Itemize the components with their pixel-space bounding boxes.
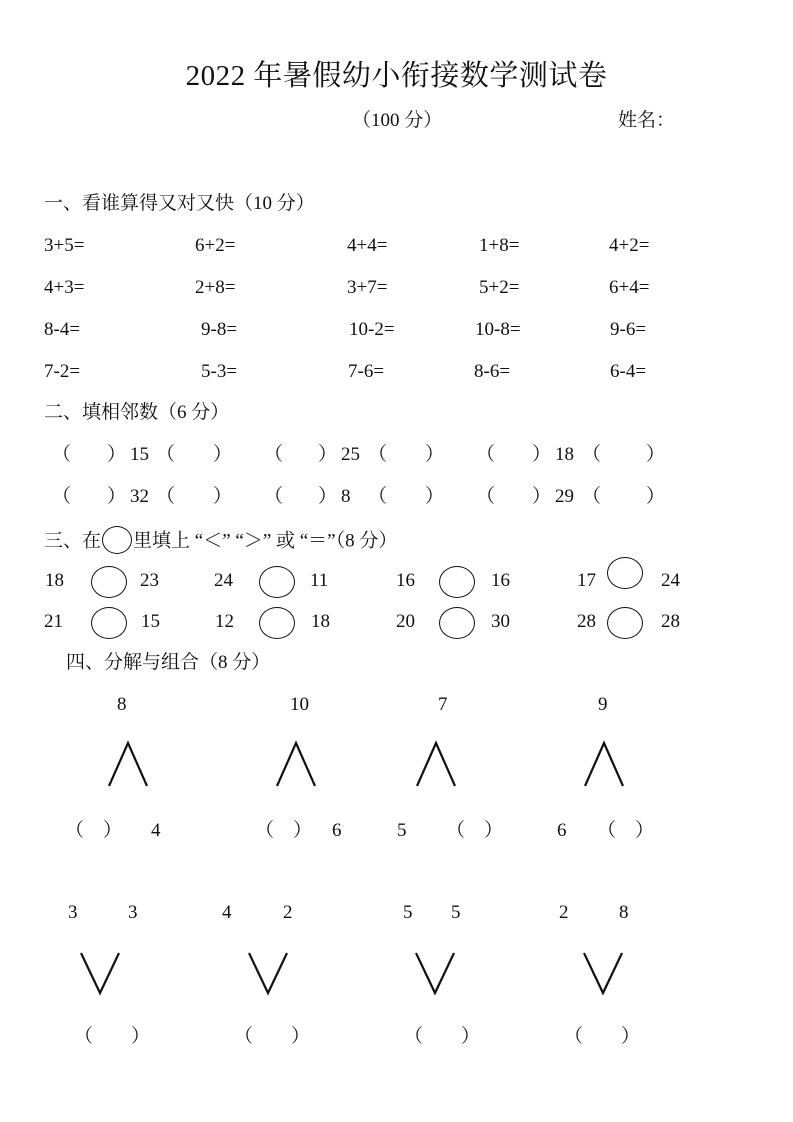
whole-number: 9	[598, 694, 608, 715]
merge-lines-icon	[415, 952, 455, 994]
problem: 5+2=	[479, 277, 520, 298]
given-number: 25	[341, 444, 360, 465]
answer-blank-open[interactable]: （	[582, 486, 602, 507]
problem: 2+8=	[195, 277, 236, 298]
compare-circle[interactable]	[259, 566, 295, 598]
problem: 9-8=	[201, 319, 238, 340]
part-number: 5	[397, 820, 407, 841]
total-score: （100 分）	[352, 110, 443, 131]
part-number: 4	[222, 902, 232, 923]
compare-circle[interactable]	[439, 566, 475, 598]
problem: 7-6=	[348, 361, 385, 382]
problem: 10-8=	[475, 319, 521, 340]
given-number: 8	[341, 486, 351, 507]
part-number: 2	[283, 902, 293, 923]
part-number: 5	[403, 902, 413, 923]
problem: 6-4=	[610, 361, 647, 382]
problem: 9-6=	[610, 319, 647, 340]
answer-blank-open[interactable]: （	[476, 486, 496, 507]
part-number: 2	[559, 902, 569, 923]
heading-suffix: 里填上 “＜” “＞” 或 “＝”（8 分）	[133, 530, 398, 552]
split-lines-icon	[416, 742, 456, 787]
left-number: 24	[214, 570, 233, 591]
problem: 4+2=	[609, 235, 650, 256]
compare-circle[interactable]	[607, 557, 643, 589]
given-number: 32	[130, 486, 149, 507]
compare-circle[interactable]	[607, 607, 643, 639]
answer-blank-open[interactable]: （	[582, 444, 602, 465]
answer-blank-open[interactable]: （	[476, 444, 496, 465]
left-number: 20	[396, 611, 415, 632]
left-number: 12	[215, 611, 234, 632]
problem: 3+5=	[44, 235, 85, 256]
right-number: 16	[491, 570, 510, 591]
problem: 1+8=	[479, 235, 520, 256]
part-number: 6	[557, 820, 567, 841]
right-number: 23	[140, 570, 159, 591]
right-number: 18	[311, 611, 330, 632]
answer-blank-close: ）	[646, 486, 666, 507]
answer-blank[interactable]: （ ）	[234, 1026, 311, 1047]
problem: 6+2=	[195, 235, 236, 256]
circle-icon	[102, 526, 132, 554]
answer-blank[interactable]: （ ）	[65, 820, 123, 841]
answer-blank-open[interactable]: （	[156, 444, 176, 465]
problem: 7-2=	[44, 361, 81, 382]
answer-blank-close: ）	[318, 444, 338, 465]
answer-blank-open[interactable]: （	[52, 486, 72, 507]
split-lines-icon	[584, 742, 624, 787]
answer-blank-close: ）	[646, 444, 666, 465]
name-label: 姓名：	[618, 110, 676, 131]
answer-blank-close: ）	[107, 444, 127, 465]
answer-blank-open[interactable]: （	[264, 486, 284, 507]
whole-number: 10	[290, 694, 309, 715]
compare-circle[interactable]	[91, 566, 127, 598]
merge-lines-icon	[80, 952, 120, 994]
answer-blank-close: ）	[425, 444, 445, 465]
problem: 3+7=	[347, 277, 388, 298]
answer-blank[interactable]: （ ）	[597, 820, 655, 841]
problem: 8-4=	[44, 319, 81, 340]
problem: 4+3=	[44, 277, 85, 298]
given-number: 29	[555, 486, 574, 507]
split-lines-icon	[276, 742, 316, 787]
right-number: 11	[310, 570, 329, 591]
left-number: 18	[45, 570, 64, 591]
answer-blank[interactable]: （ ）	[74, 1026, 151, 1047]
answer-blank-close: ）	[532, 486, 552, 507]
answer-blank-close: ）	[213, 444, 233, 465]
right-number: 30	[491, 611, 510, 632]
page-title: 2022 年暑假幼小衔接数学测试卷	[185, 60, 608, 92]
problem: 10-2=	[349, 319, 395, 340]
whole-number: 8	[117, 694, 127, 715]
problem: 6+4=	[609, 277, 650, 298]
part-number: 5	[451, 902, 461, 923]
section-4-heading: 四、分解与组合（8 分）	[66, 652, 271, 673]
answer-blank-open[interactable]: （	[368, 444, 388, 465]
part-number: 3	[68, 902, 78, 923]
part-number: 8	[619, 902, 629, 923]
answer-blank-close: ）	[318, 486, 338, 507]
heading-prefix: 三、在	[44, 530, 102, 552]
given-number: 18	[555, 444, 574, 465]
right-number: 24	[661, 570, 680, 591]
answer-blank[interactable]: （ ）	[564, 1026, 641, 1047]
section-3-heading	[44, 528, 397, 556]
answer-blank-open[interactable]: （	[156, 486, 176, 507]
part-number: 6	[332, 820, 342, 841]
right-number: 15	[141, 611, 160, 632]
merge-lines-icon	[583, 952, 623, 994]
answer-blank-close: ）	[532, 444, 552, 465]
right-number: 28	[661, 611, 680, 632]
left-number: 21	[44, 611, 63, 632]
left-number: 16	[396, 570, 415, 591]
part-number: 3	[128, 902, 138, 923]
merge-lines-icon	[248, 952, 288, 994]
given-number: 15	[130, 444, 149, 465]
whole-number: 7	[438, 694, 448, 715]
part-number: 4	[151, 820, 161, 841]
answer-blank-close: ）	[425, 486, 445, 507]
compare-circle[interactable]	[91, 607, 127, 639]
section-2-heading: 二、填相邻数（6 分）	[44, 402, 230, 423]
problem: 8-6=	[474, 361, 511, 382]
answer-blank[interactable]: （ ）	[404, 1026, 481, 1047]
answer-blank[interactable]: （ ）	[446, 820, 504, 841]
answer-blank-open[interactable]: （	[368, 486, 388, 507]
problem: 5-3=	[201, 361, 238, 382]
section-1-heading: 一、看谁算得又对又快（10 分）	[44, 193, 315, 214]
answer-blank-close: ）	[213, 486, 233, 507]
compare-circle[interactable]	[439, 607, 475, 639]
split-lines-icon	[108, 742, 148, 787]
answer-blank-open[interactable]: （	[264, 444, 284, 465]
answer-blank-close: ）	[107, 486, 127, 507]
left-number: 17	[577, 570, 596, 591]
left-number: 28	[577, 611, 596, 632]
answer-blank[interactable]: （ ）	[255, 820, 313, 841]
problem: 4+4=	[347, 235, 388, 256]
compare-circle[interactable]	[259, 607, 295, 639]
answer-blank-open[interactable]: （	[52, 444, 72, 465]
